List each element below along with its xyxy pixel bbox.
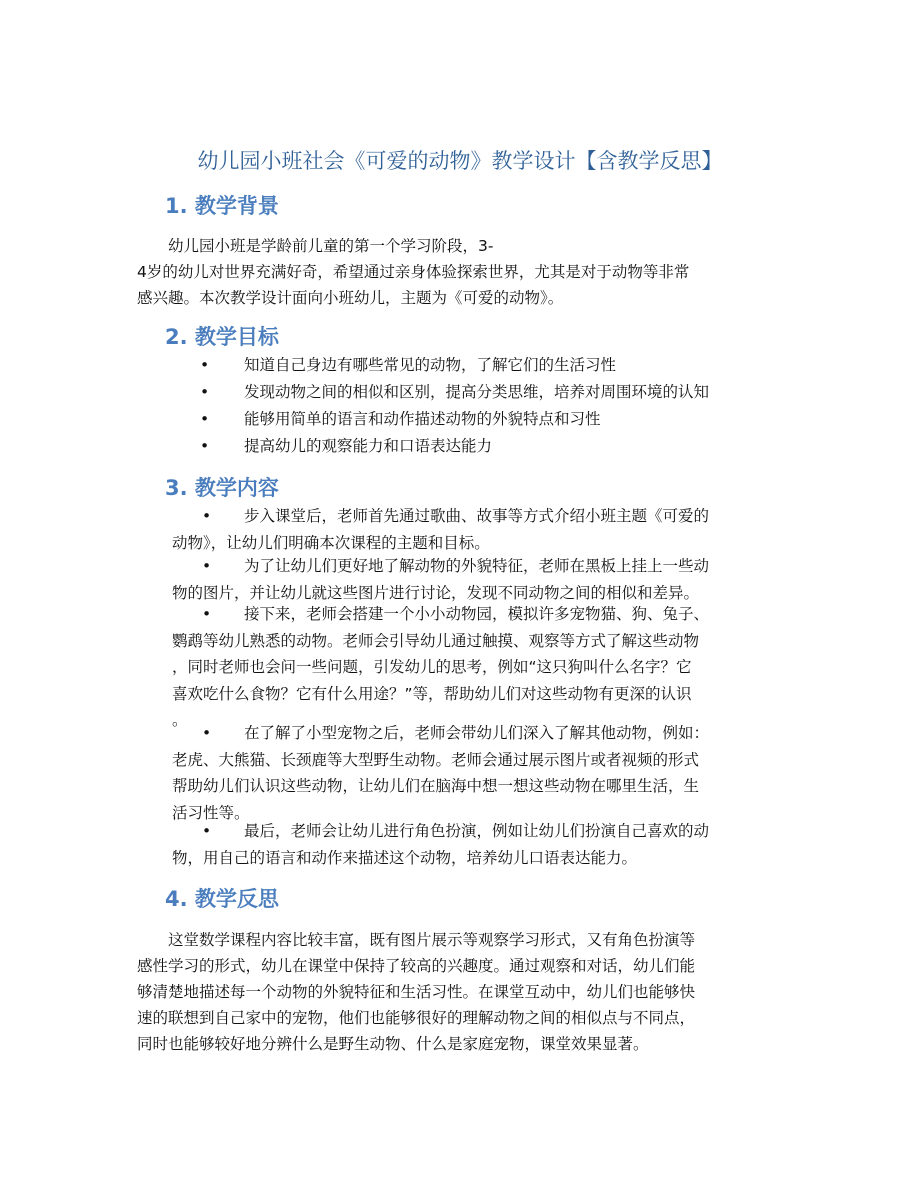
content-item: [172, 720, 784, 826]
section-heading-content: 3. 教学内容: [165, 476, 279, 500]
content-text: 老虎、大熊猫、长颈鹿等大型野生动物。老师会通过展示图片或者视频的形式: [172, 750, 700, 769]
goal-item: [200, 433, 492, 459]
content-item: [172, 601, 784, 734]
content-text: 物的图片，并让幼儿就这些图片进行讨论，发现不同动物之间的相似和差异。: [172, 583, 700, 602]
content-text: 活习性等。: [172, 803, 250, 822]
content-text: 最后，老师会让幼儿进行角色扮演，例如让幼儿们扮演自己喜欢的动: [244, 822, 710, 840]
content-text: 帮助幼儿们认识这些动物，让幼儿们在脑海中想一想这些动物在哪里生活，生: [172, 777, 700, 795]
paragraph-line: 幼儿园小班是学龄前儿童的第一个学习阶段，3-: [168, 237, 494, 255]
content-text: ，同时老师也会问一些问题，引发幼儿的思考，例如“这只狗叫什么名字？它: [172, 658, 692, 676]
goal-item: [200, 406, 601, 432]
goal-text: 发现动物之间的相似和区别，提高分类思维，培养对周围环境的认知: [244, 383, 710, 401]
content-text: 步入课堂后，老师首先通过歌曲、故事等方式介绍小班主题《可爱的: [244, 507, 710, 525]
content-text: 为了让幼儿们更好地了解动物的外貌特征，老师在黑板上挂上一些动: [244, 557, 710, 575]
section-heading-reflection: 4. 教学反思: [165, 887, 279, 911]
bullet-icon: •: [202, 822, 212, 840]
paragraph-line: 感性学习的形式，幼儿在课堂中保持了较高的兴趣度。通过观察和对话，幼儿们能: [137, 957, 696, 975]
content-text: 动物》，让幼儿们明确本次课程的主题和目标。: [172, 533, 490, 552]
content-text: 鹦鹉等幼儿熟悉的动物。老师会引导幼儿通过触摸、观察等方式了解这些动物: [172, 631, 700, 650]
content-item: [172, 503, 784, 556]
content-text: 在了解了小型宠物之后，老师会带幼儿们深入了解其他动物，例如：: [244, 724, 710, 742]
content-text: 物，用自己的语言和动作来描述这个动物，培养幼儿口语表达能力。: [172, 848, 638, 867]
paragraph-line: 感兴趣。本次教学设计面向小班幼儿，主题为《可爱的动物》。: [137, 289, 564, 307]
bullet-icon: •: [200, 437, 210, 455]
goal-text: 知道自己身边有哪些常见的动物，了解它们的生活习性: [244, 356, 617, 374]
goal-item: [200, 352, 616, 378]
bullet-icon: •: [200, 356, 210, 374]
paragraph-line: 这堂数学课程内容比较丰富，既有图片展示等观察学习形式，又有角色扮演等: [168, 931, 696, 949]
paragraph-line: 4岁的幼儿对世界充满好奇，希望通过亲身体验探索世界，尤其是对于动物等非常: [137, 263, 690, 281]
reflection-paragraph: [137, 927, 787, 1057]
bullet-icon: •: [202, 724, 212, 742]
goal-item: [200, 379, 709, 405]
goal-text: 能够用简单的语言和动作描述动物的外貌特点和习性: [244, 410, 601, 428]
bullet-icon: •: [202, 605, 212, 623]
bullet-icon: •: [200, 383, 210, 401]
paragraph-line: 速的联想到自己家中的宠物，他们也能够很好的理解动物之间的相似点与不同点，: [137, 1009, 696, 1027]
bullet-icon: •: [200, 410, 210, 428]
background-paragraph: [137, 233, 787, 311]
goal-text: 提高幼儿的观察能力和口语表达能力: [244, 437, 493, 455]
paragraph-line: 够清楚地描述每一个动物的外貌特征和生活习性。在课堂互动中，幼儿们也能够快: [137, 983, 696, 1001]
paragraph-line: 同时也能够较好地分辨什么是野生动物、什么是家庭宠物，课堂效果显著。: [137, 1035, 649, 1053]
document-title: 幼儿园小班社会《可爱的动物》教学设计【含教学反思】: [197, 149, 723, 173]
content-text: 。: [172, 711, 188, 729]
section-heading-goals: 2. 教学目标: [165, 325, 279, 349]
bullet-icon: •: [202, 507, 212, 525]
content-item: [172, 553, 784, 606]
content-item: [172, 818, 784, 871]
bullet-icon: •: [202, 557, 212, 575]
section-heading-background: 1. 教学背景: [165, 194, 279, 218]
content-text: 接下来，老师会搭建一个小小动物园，模拟许多宠物猫、狗、兔子、: [244, 605, 710, 623]
content-text: 喜欢吃什么食物？它有什么用途？”等，帮助幼儿们对这些动物有更深的认识: [172, 684, 692, 703]
